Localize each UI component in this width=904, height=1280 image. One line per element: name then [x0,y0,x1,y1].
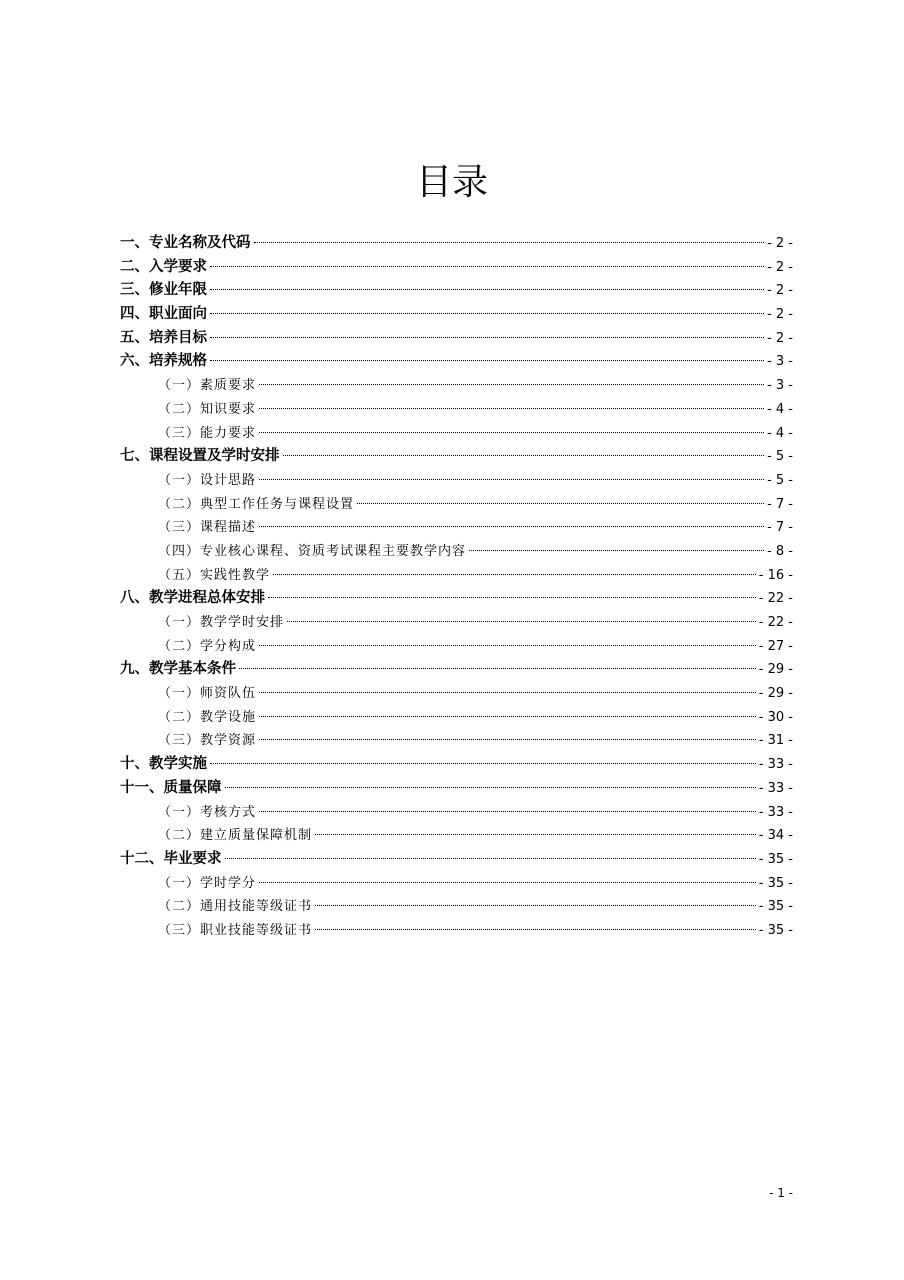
dot-leader [315,929,756,930]
dot-leader [259,479,764,480]
table-of-contents [120,232,793,943]
toc-entry-label: （三）能力要求 [158,425,257,441]
toc-entry-page: - 34 - [758,828,793,844]
toc-entry-label: （一）教学学时安排 [158,615,285,630]
toc-entry-label: （一）学时学分 [158,875,257,891]
toc-entry-page: - 29 - [758,686,793,702]
toc-entry-subsection[interactable] [120,469,793,493]
toc-entry-page: - 3 - [767,378,793,394]
dot-leader [259,882,756,883]
toc-entry-page: - 16 - [758,567,793,583]
toc-entry-label: （四）专业核心课程、资质考试课程主要教学内容 [158,543,467,559]
toc-entry-subsection[interactable] [120,895,793,919]
toc-entry-section[interactable] [120,587,793,611]
toc-entry-subsection[interactable] [120,611,793,635]
page-number: - 1 - [769,1186,793,1200]
dot-leader [315,905,756,906]
dot-leader [225,858,756,859]
dot-leader [259,716,756,717]
toc-entry-subsection[interactable] [120,682,793,706]
dot-leader [210,313,764,314]
toc-entry-page: - 8 - [767,543,793,559]
toc-entry-section[interactable] [120,232,793,256]
toc-entry-page: - 35 - [758,851,793,867]
toc-entry-page: - 7 - [767,520,793,536]
toc-entry-page: - 33 - [758,804,793,820]
toc-entry-page: - 33 - [758,757,793,773]
dot-leader [225,787,756,788]
toc-entry-subsection[interactable] [120,824,793,848]
dot-leader [315,834,756,835]
toc-entry-page: - 2 - [767,236,793,251]
toc-entry-label: （二）通用技能等级证书 [158,899,313,915]
toc-entry-subsection[interactable] [120,729,793,753]
toc-entry-label: （二）建立质量保障机制 [158,828,313,844]
toc-entry-subsection[interactable] [120,398,793,422]
toc-entry-section[interactable] [120,777,793,801]
toc-entry-label: （二）学分构成 [158,638,257,654]
toc-entry-subsection[interactable] [120,706,793,730]
dot-leader [469,550,764,551]
dot-leader [259,384,764,385]
toc-entry-label: （一）考核方式 [158,804,257,820]
toc-entry-section[interactable] [120,327,793,351]
toc-entry-page: - 35 - [758,875,793,891]
toc-entry-subsection[interactable] [120,872,793,896]
toc-entry-page: - 22 - [758,591,793,607]
toc-entry-page: - 2 - [767,330,793,346]
toc-entry-subsection[interactable] [120,540,793,564]
toc-entry-subsection[interactable] [120,516,793,540]
toc-entry-label: 七、课程设置及学时安排 [120,448,280,465]
toc-entry-page: - 2 - [767,307,793,323]
toc-entry-subsection[interactable] [120,374,793,398]
toc-entry-label: （一）素质要求 [158,378,257,394]
toc-entry-label: （二）知识要求 [158,401,257,417]
dot-leader [259,739,756,740]
dot-leader [259,645,756,646]
toc-entry-page: - 30 - [758,709,793,725]
dot-leader [273,574,756,575]
toc-entry-section[interactable] [120,753,793,777]
toc-entry-page: - 4 - [767,401,793,417]
toc-entry-label: 九、教学基本条件 [120,661,236,678]
toc-entry-label: （三）课程描述 [158,520,257,536]
dot-leader [259,526,764,527]
dot-leader [210,360,764,361]
toc-entry-page: - 27 - [758,638,793,654]
toc-entry-page: - 2 - [767,259,793,275]
toc-entry-label: （五）实践性教学 [158,567,271,583]
toc-entry-label: （一）设计思路 [158,472,257,488]
toc-entry-subsection[interactable] [120,919,793,943]
toc-entry-section[interactable] [120,256,793,280]
toc-entry-page: - 5 - [767,472,793,488]
toc-entry-subsection[interactable] [120,564,793,588]
toc-entry-section[interactable] [120,303,793,327]
dot-leader [283,455,765,456]
toc-entry-section[interactable] [120,848,793,872]
toc-entry-subsection[interactable] [120,493,793,517]
toc-entry-page: - 4 - [767,425,793,441]
toc-entry-label: 二、入学要求 [120,258,207,275]
dot-leader [259,811,756,812]
toc-entry-subsection[interactable] [120,635,793,659]
toc-entry-page: - 35 - [758,922,793,938]
toc-entry-subsection[interactable] [120,801,793,825]
dot-leader [268,597,756,598]
dot-leader [254,242,765,243]
toc-entry-label: （三）职业技能等级证书 [158,922,313,938]
toc-entry-section[interactable] [120,445,793,469]
dot-leader [239,668,756,669]
page-title: 目录 [415,162,488,203]
dot-leader [210,266,764,267]
toc-entry-label: 十二、毕业要求 [120,850,222,867]
toc-entry-label: 十一、质量保障 [120,779,222,796]
dot-leader [259,432,764,433]
toc-entry-label: 十、教学实施 [120,756,207,773]
toc-entry-section[interactable] [120,350,793,374]
toc-entry-label: （二）教学设施 [158,709,257,725]
toc-entry-page: - 2 - [767,283,793,299]
toc-entry-label: 八、教学进程总体安排 [120,590,265,607]
toc-entry-page: - 33 - [758,780,793,796]
toc-entry-label: 六、培养规格 [120,353,207,370]
toc-entry-subsection[interactable] [120,422,793,446]
toc-entry-page: - 3 - [767,354,793,370]
toc-entry-label: 五、培养目标 [120,329,207,346]
toc-entry-label: 一、专业名称及代码 [120,235,251,251]
dot-leader [259,692,756,693]
toc-entry-section[interactable] [120,279,793,303]
toc-entry-page: - 5 - [767,449,793,465]
dot-leader [210,289,764,290]
toc-entry-label: 三、修业年限 [120,282,207,299]
dot-leader [357,503,764,504]
dot-leader [210,337,764,338]
dot-leader [259,408,764,409]
toc-entry-page: - 29 - [758,662,793,678]
dot-leader [287,621,756,622]
toc-entry-page: - 22 - [758,615,793,630]
toc-entry-page: - 31 - [758,733,793,749]
toc-entry-label: 四、职业面向 [120,306,207,323]
toc-entry-label: （三）教学资源 [158,733,257,749]
toc-entry-page: - 7 - [767,496,793,512]
toc-entry-label: （二）典型工作任务与课程设置 [158,496,355,512]
toc-entry-page: - 35 - [758,899,793,915]
dot-leader [210,763,756,764]
toc-entry-label: （一）师资队伍 [158,686,257,702]
toc-entry-section[interactable] [120,658,793,682]
